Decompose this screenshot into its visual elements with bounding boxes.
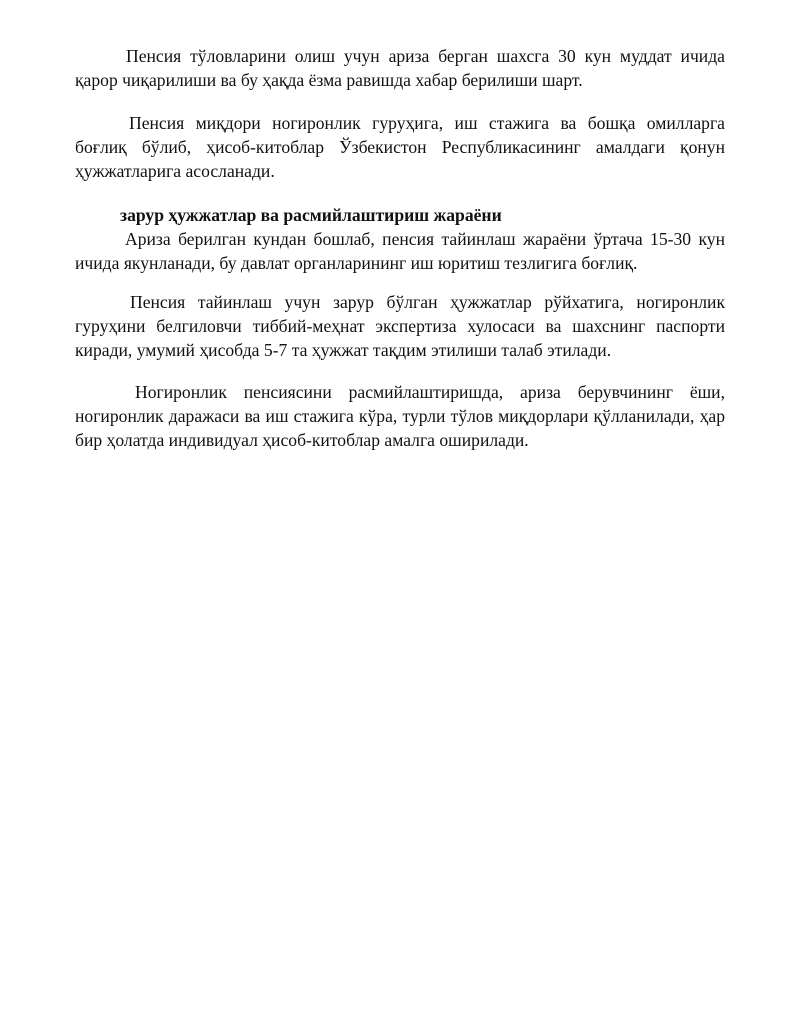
paragraph-decision-deadline: Пенсия тўловларини олиш учун ариза берган шахсга 30 кун муддат ичида қарор чиқарилиши ва бу ҳақда ёзма равишда хабар берилиши шарт. [75, 46, 725, 90]
section-heading: зарур ҳужжатлар ва расмийлаштириш жараёни [120, 205, 502, 225]
paragraph-individual-calculation: Ногиронлик пенсиясини расмийлаштиришда, ариза берувчининг ёши, ногиронлик даражаси ва иш стажига кўра, турли тўлов миқдорлари қўлланилади, ҳар бир ҳолатда индивидуал ҳисоб-китоблар амалга оширилади. [75, 382, 725, 450]
paragraph-required-documents: Пенсия тайинлаш учун зарур бўлган ҳужжатлар рўйхатига, ногиронлик гуруҳини белгиловчи тиббий-меҳнат экспертиза хулосаси ва шахснинг паспорти киради, умумий ҳисобда 5-7 та ҳужжат тақдим этилиши талаб этилади. [75, 292, 725, 360]
paragraph-processing-time: Ариза берилган кундан бошлаб, пенсия тайинлаш жараёни ўртача 15-30 кун ичида якунланади, бу давлат органларининг иш юритиш тезлигига боғлиқ. [75, 229, 725, 273]
paragraph-pension-amount: Пенсия миқдори ногиронлик гуруҳига, иш стажига ва бошқа омилларга боғлиқ бўлиб, ҳисоб-китоблар Ўзбекистон Республикасининг амалдаги қонун ҳужжатларига асосланади. [75, 113, 725, 181]
